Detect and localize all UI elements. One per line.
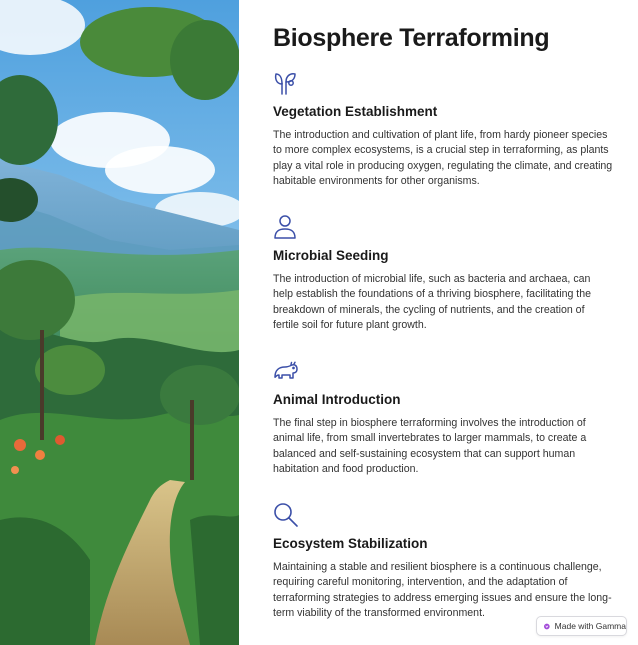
section-animal — [273, 358, 618, 476]
section-heading: Ecosystem Stabilization — [273, 536, 428, 551]
made-with-gamma-badge[interactable] — [536, 616, 627, 636]
section-vegetation — [273, 70, 618, 188]
hero-landscape-image — [0, 0, 239, 645]
section-heading: Animal Introduction — [273, 392, 401, 407]
section-body: The introduction of microbial life, such as bacteria and archaea, can help establish the foundations of a thriving biosphere, facilitating the breakdown of minerals, the cycling of nutrients, and the creation of fertile soil for future plant growth. — [273, 273, 592, 332]
section-body: Maintaining a stable and resilient biosphere is a continuous challenge, requiring careful monitoring, intervention, and the adaptation of terraforming strategies to address emerging issues and ensure the long-term viability of the transformed environment. — [273, 561, 612, 620]
section-body: The final step in biosphere terraforming involves the introduction of animal life, from small invertebrates to larger mammals, to create a balanced and self-sustaining ecosystem that can support human habitation and food production. — [273, 417, 587, 476]
section-body: The introduction and cultivation of plant life, from hardy pioneer species to more complex ecosystems, is a crucial step in terraforming, as plants play a vital role in producing oxygen, regulating the climate, and creating habitable environments for other organisms. — [273, 129, 613, 188]
section-heading: Microbial Seeding — [273, 248, 389, 263]
page-title: Biosphere Terraforming — [273, 24, 550, 52]
section-heading: Vegetation Establishment — [273, 104, 438, 119]
gamma-logo-icon — [544, 622, 550, 631]
magnifier-icon — [273, 502, 299, 528]
sprout-icon — [273, 70, 299, 96]
section-microbial — [273, 214, 618, 332]
badge-label: Made with Gamma — [554, 621, 626, 631]
section-ecosystem — [273, 502, 618, 620]
hippo-icon — [273, 358, 299, 384]
person-icon — [273, 214, 299, 240]
